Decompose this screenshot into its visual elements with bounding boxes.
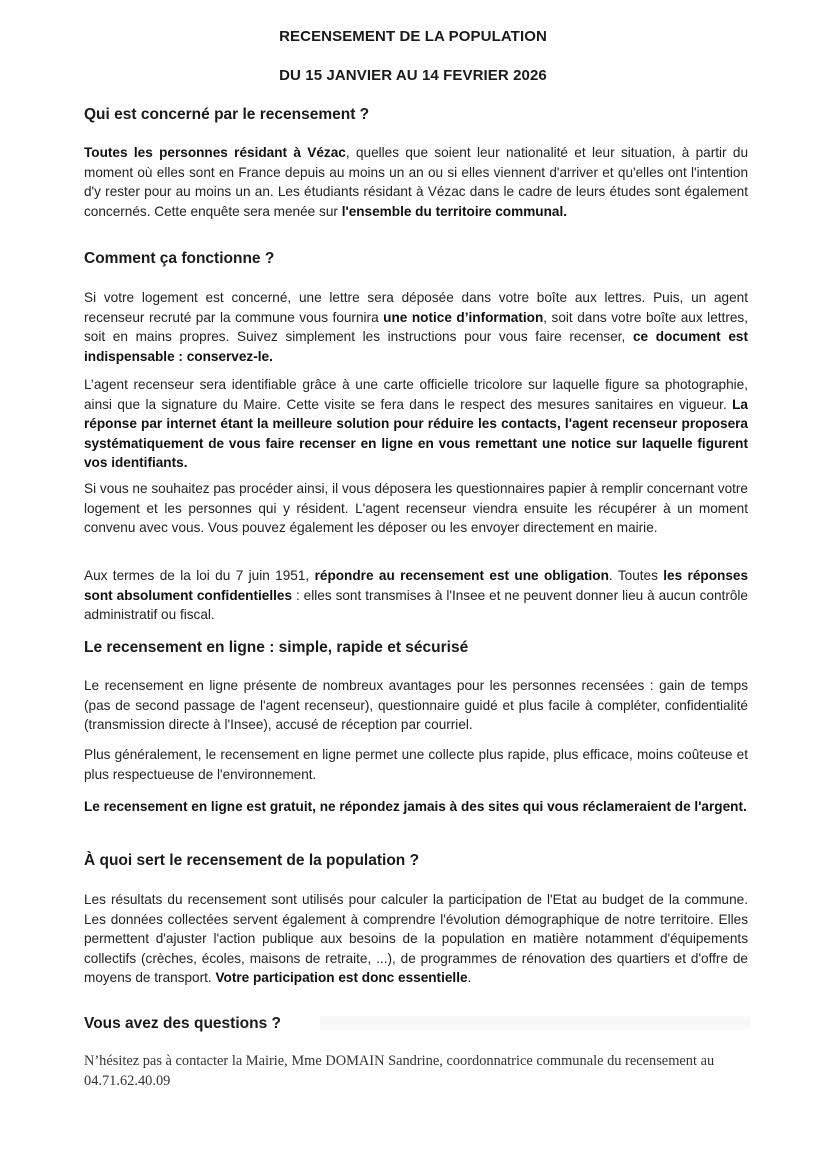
section-paragraph: L’agent recenseur sera identifiable grâce à une carte officielle tricolore sur laquelle figure sa photographie, ainsi que la signature du Maire. Cette visite se fera dans le respect des mesures sanitaires en vigueur. La réponse par internet étant la meilleure solution pour réduire les contacts, l'agent recenseur proposera systématiquement de vous faire recenser en ligne en vous remettant une notice sur laquelle figurent vos identifiants. <box>84 377 748 470</box>
section-paragraph: Les résultats du recensement sont utilisés pour calculer la participation de l'Etat au budget de la commune. Les données collectées servent également à comprendre l'évolution démographique de notre territoire. Elles permettent d'ajuster l'action publique aux besoins de la population en matière notamment d'équipements collectifs (crèches, écoles, maisons de retraite, ...), de programmes de rénovation des quartiers et d'offre de moyens de transport. Votre participation est donc essentielle. <box>84 892 748 985</box>
section-heading-a-quoi-sert: À quoi sert le recensement de la population ? <box>84 852 420 869</box>
section-heading-comment-ca-fonctionne: Comment ça fonctionne ? <box>84 250 275 267</box>
section-paragraph-warning: Le recensement en ligne est gratuit, ne répondez jamais à des sites qui vous réclameraient de l'argent. <box>84 799 747 814</box>
section-heading-vous-avez-des-questions: Vous avez des questions ? <box>84 1015 281 1032</box>
section-heading-recensement-en-ligne: Le recensement en ligne : simple, rapide et sécurisé <box>84 639 469 656</box>
section-paragraph: Aux termes de la loi du 7 juin 1951, répondre au recensement est une obligation. Toutes les réponses sont absolument confidentielles : elles sont transmises à l'Insee et ne peuvent donner lieu à aucun contrôle administratif ou fiscal. <box>84 568 749 622</box>
section-paragraph: Toutes les personnes résidant à Vézac, quelles que soient leur nationalité et leur situation, à partir du moment où elles sont en France depuis au moins un an ou si elles viennent d'arriver et qu'elles ont l'intention d'y rester pour au moins un an. Les étudiants résidant à Vézac dans le cadre de leurs études sont également concernés. Cette enquête sera menée sur l'ensemble du territoire communal. <box>84 145 749 219</box>
scan-artifact <box>320 1016 750 1030</box>
document-title: RECENSEMENT DE LA POPULATION <box>279 28 547 45</box>
contact-info: N’hésitez pas à contacter la Mairie, Mme DOMAIN Sandrine, coordonnatrice communale du recensement au 04.71.62.40.09 <box>84 1053 715 1089</box>
document-subtitle: DU 15 JANVIER AU 14 FEVRIER 2026 <box>279 67 547 84</box>
section-heading-qui-est-concerne: Qui est concerné par le recensement ? <box>84 106 370 123</box>
section-paragraph: Si vous ne souhaitez pas procéder ainsi, il vous déposera les questionnaires papier à remplir concernant votre logement et les personnes qui y résident. L'agent recenseur viendra ensuite les récupérer à un moment convenu avec vous. Vous pouvez également les déposer ou les envoyer directement en mairie. <box>84 481 748 535</box>
section-paragraph: Le recensement en ligne présente de nombreux avantages pour les personnes recensées : gain de temps (pas de second passage de l'agent recenseur), questionnaire guidé et plus facile à compléter, confidentialité (transmission directe à l'Insee), accusé de réception par courriel. <box>84 678 748 732</box>
section-paragraph: Si votre logement est concerné, une lettre sera déposée dans votre boîte aux lettres. Puis, un agent recenseur recruté par la commune vous fournira une notice d’information, soit dans votre boîte aux lettres, soit en mains propres. Suivez simplement les instructions pour vous faire recenser, ce document est indispensable : conservez-le. <box>84 290 748 364</box>
section-paragraph: Plus généralement, le recensement en ligne permet une collecte plus rapide, plus efficace, moins coûteuse et plus respectueuse de l'environnement. <box>84 747 748 782</box>
